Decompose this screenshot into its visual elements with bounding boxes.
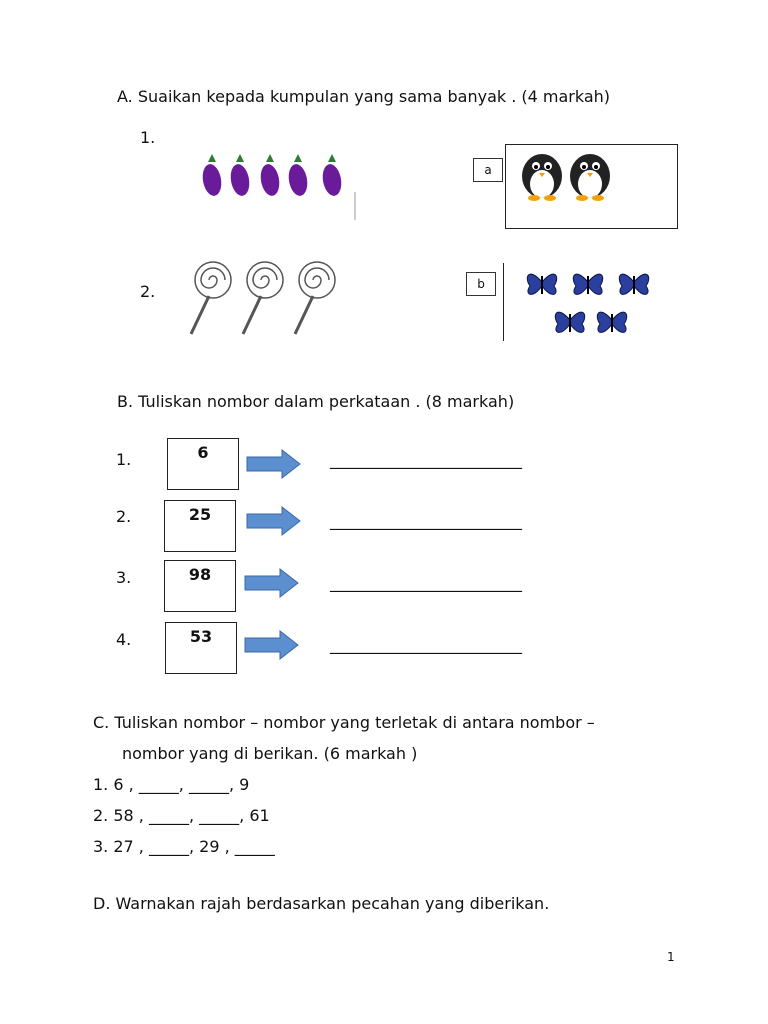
butterfly-group	[520, 264, 660, 340]
arrow-right-icon	[246, 506, 302, 536]
arrow-right-icon	[246, 449, 302, 479]
number-box: 25	[164, 500, 236, 552]
section-a-item1-number: 1.	[140, 128, 156, 147]
section-a-title: A. Suaikan kepada kumpulan yang sama banyak . (4 markah)	[117, 87, 611, 106]
butterfly-icon	[597, 312, 626, 332]
page-number: 1	[667, 950, 675, 964]
butterfly-icon	[555, 312, 584, 332]
lollipop-icon	[243, 262, 283, 334]
arrow-right-icon	[244, 630, 300, 660]
penguin-box	[505, 144, 678, 229]
divider-line	[503, 263, 504, 341]
section-b-title: B. Tuliskan nombor dalam perkataan . (8 markah)	[117, 392, 515, 411]
label-a-box: a	[473, 158, 503, 182]
section-c-title-line2: nombor yang di berikan. (6 markah )	[122, 744, 418, 763]
arrow-right-icon	[244, 568, 300, 598]
section-c-item: 1. 6 , _____, _____, 9	[93, 775, 250, 794]
section-b-item3-number: 3.	[116, 568, 132, 587]
section-c-item: 3. 27 , _____, 29 , _____	[93, 837, 275, 856]
section-c-title-line1: C. Tuliskan nombor – nombor yang terletak di antara nombor –	[93, 713, 595, 732]
eggplant-group	[198, 150, 358, 220]
number-box: 6	[167, 438, 239, 490]
lollipop-group	[183, 258, 343, 338]
section-d-title: D. Warnakan rajah berdasarkan pecahan yang diberikan.	[93, 894, 550, 913]
number-box: 53	[165, 622, 237, 674]
eggplant-icon	[200, 154, 223, 197]
butterfly-icon	[573, 274, 602, 294]
section-c-item: 2. 58 , _____, _____, 61	[93, 806, 270, 825]
section-b-item1-number: 1.	[116, 450, 132, 469]
label-b-box: b	[466, 272, 496, 296]
eggplant-icon	[228, 154, 251, 197]
section-a-item2-number: 2.	[140, 282, 156, 301]
answer-line: ________________________	[330, 511, 522, 530]
lollipop-icon	[295, 262, 335, 334]
number-box: 98	[164, 560, 236, 612]
answer-line: ________________________	[330, 450, 522, 469]
lollipop-icon	[191, 262, 231, 334]
section-b-item4-number: 4.	[116, 630, 132, 649]
butterfly-icon	[619, 274, 648, 294]
answer-line: ________________________	[330, 635, 522, 654]
eggplant-icon	[286, 154, 309, 197]
eggplant-icon	[258, 154, 281, 197]
section-b-item2-number: 2.	[116, 507, 132, 526]
penguin-icon	[570, 154, 610, 201]
answer-line: ________________________	[330, 573, 522, 592]
eggplant-icon	[320, 154, 343, 197]
penguin-icon	[522, 154, 562, 201]
butterfly-icon	[527, 274, 556, 294]
